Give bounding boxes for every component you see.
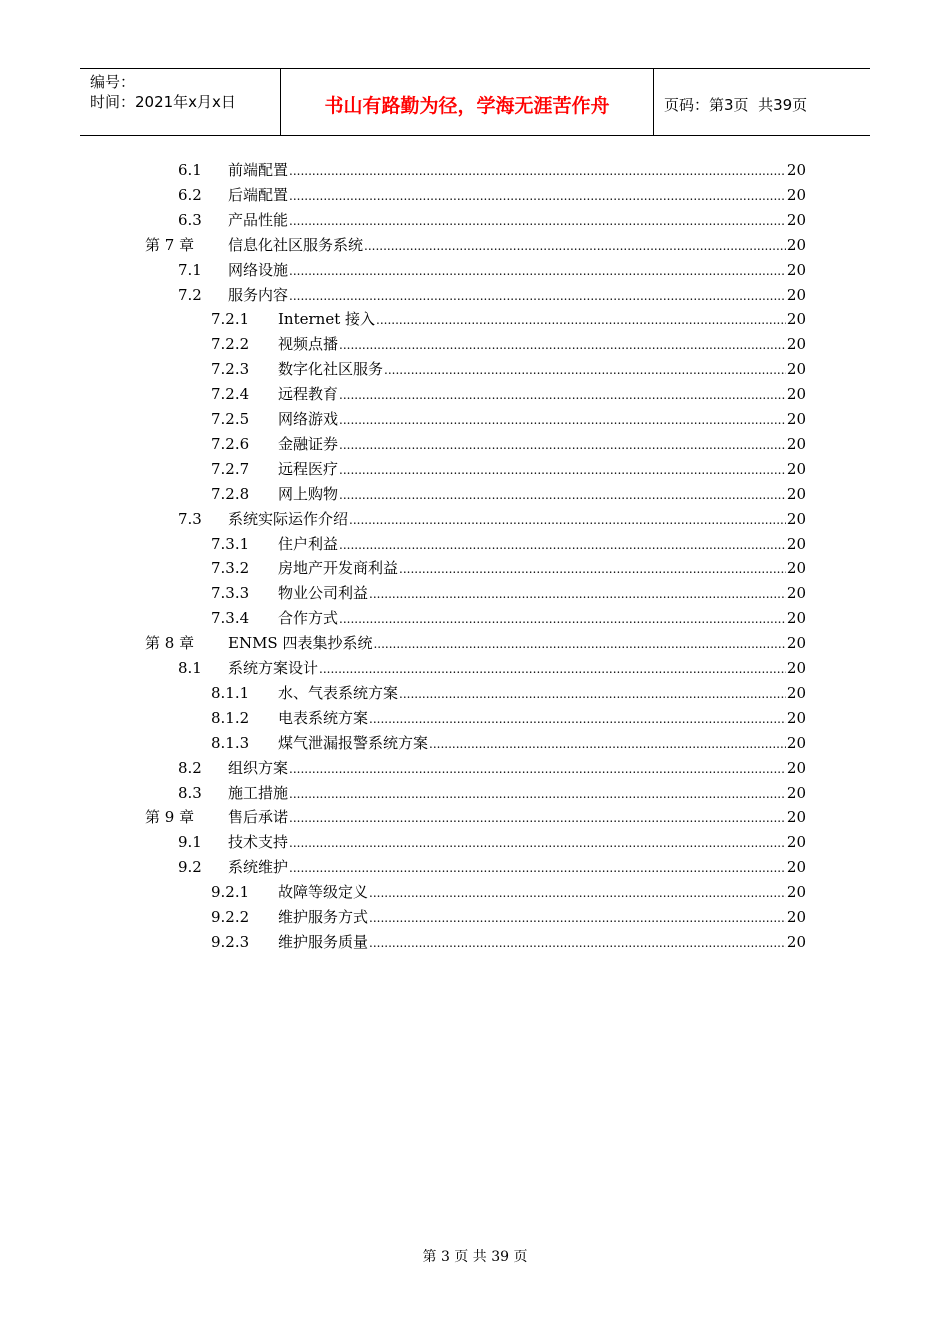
toc-entry-page: 20 <box>786 733 806 752</box>
toc-entry-title: 远程教育 <box>278 385 339 404</box>
toc-entry-title: 系统实际运作介绍 <box>228 509 349 528</box>
toc-entry[interactable] <box>178 158 806 182</box>
toc-entry-page: 20 <box>786 410 806 428</box>
toc-entry-page: 20 <box>786 683 806 702</box>
toc-entry-page: 20 <box>786 758 806 777</box>
toc-entry[interactable] <box>211 332 806 356</box>
toc-entry[interactable] <box>211 432 806 456</box>
toc-entry[interactable] <box>178 258 806 282</box>
toc-entry[interactable] <box>178 183 806 207</box>
header-page-info-text: 页码：第3页 共39页 <box>664 95 808 114</box>
toc-entry-page: 20 <box>786 534 806 553</box>
toc-dot-leader <box>364 233 786 258</box>
toc-entry-number: 9.2.1 <box>211 883 250 902</box>
toc-entry-title: 服务内容 <box>228 285 289 304</box>
toc-entry-page: 20 <box>786 783 806 802</box>
toc-dot-leader <box>319 656 786 681</box>
toc-entry-page: 20 <box>786 161 806 179</box>
toc-dot-leader <box>369 905 786 930</box>
toc-entry[interactable] <box>211 905 806 929</box>
toc-dot-leader <box>384 357 786 382</box>
toc-entry[interactable] <box>178 283 806 307</box>
toc-entry-page: 20 <box>786 609 806 628</box>
toc-entry-title: 维护服务质量 <box>278 932 369 951</box>
toc-dot-leader <box>399 681 786 706</box>
toc-entry-number: 第 7 章 <box>145 235 195 254</box>
toc-entry-title: 电表系统方案 <box>278 708 369 727</box>
toc-entry-title: 产品性能 <box>228 210 289 229</box>
toc-dot-leader <box>399 556 786 581</box>
toc-entry[interactable] <box>211 581 806 605</box>
toc-entry-title: 住户利益 <box>278 534 339 553</box>
toc-dot-leader <box>429 731 786 756</box>
toc-entry-page: 20 <box>786 584 806 603</box>
toc-entry-number: 第 8 章 <box>145 634 195 653</box>
toc-dot-leader <box>373 631 785 656</box>
toc-entry-title: ENMS 四表集抄系统 <box>228 634 373 653</box>
toc-entry-number: 8.1 <box>178 659 202 677</box>
toc-entry-page: 20 <box>786 634 806 653</box>
toc-dot-leader <box>289 855 786 880</box>
toc-entry-number: 6.1 <box>178 161 202 179</box>
toc-entry-number: 6.3 <box>178 210 202 229</box>
toc-dot-leader <box>339 532 786 557</box>
toc-entry[interactable] <box>145 233 806 257</box>
toc-entry-page: 20 <box>786 285 806 304</box>
page-header <box>80 68 870 136</box>
toc-dot-leader <box>289 756 786 781</box>
toc-entry-page: 20 <box>786 385 806 404</box>
document-time-label: 时间：2021年x月x日 <box>90 93 236 111</box>
toc-entry[interactable] <box>211 681 806 705</box>
toc-entry[interactable] <box>178 781 806 805</box>
toc-entry[interactable] <box>178 830 806 854</box>
toc-entry-number: 9.2.3 <box>211 932 250 951</box>
toc-entry-page: 20 <box>786 459 806 478</box>
toc-entry-number: 7.2.4 <box>211 385 250 404</box>
toc-entry-number: 9.2 <box>178 858 202 877</box>
toc-entry[interactable] <box>211 407 806 431</box>
toc-entry[interactable] <box>211 307 806 331</box>
toc-dot-leader <box>339 432 786 457</box>
toc-entry-title: 水、气表系统方案 <box>278 683 399 702</box>
toc-entry-number: 7.2.2 <box>211 335 250 354</box>
toc-entry-title: 合作方式 <box>278 609 339 628</box>
toc-entry-title: 维护服务方式 <box>278 908 369 926</box>
toc-entry-page: 20 <box>786 908 806 926</box>
footer-page-number: 第 3 页 共 39 页 <box>422 1249 528 1265</box>
toc-entry-number: 7.1 <box>178 260 202 279</box>
toc-entry-number: 7.3.3 <box>211 584 250 603</box>
toc-entry[interactable] <box>211 880 806 904</box>
header-meta <box>80 69 281 135</box>
toc-dot-leader <box>339 382 786 407</box>
toc-entry[interactable] <box>211 457 806 481</box>
toc-entry-title: 施工措施 <box>228 783 289 802</box>
toc-entry-page: 20 <box>786 509 806 528</box>
toc-entry-title: 故障等级定义 <box>278 883 369 902</box>
toc-entry-title: 视频点播 <box>278 335 339 354</box>
toc-entry[interactable] <box>211 706 806 730</box>
toc-dot-leader <box>289 805 786 830</box>
toc-dot-leader <box>339 482 786 507</box>
toc-entry-page: 20 <box>786 185 806 204</box>
toc-entry-page: 20 <box>786 434 806 453</box>
toc-entry[interactable] <box>211 731 806 755</box>
toc-entry[interactable] <box>178 756 806 780</box>
toc-entry-page: 20 <box>786 335 806 354</box>
toc-dot-leader <box>339 332 786 357</box>
toc-dot-leader <box>289 208 786 233</box>
toc-dot-leader <box>289 283 786 308</box>
toc-entry-number: 7.3.4 <box>211 609 250 628</box>
toc-dot-leader <box>369 930 786 955</box>
header-motto: 书山有路勤为径，学海无涯苦作舟 <box>281 69 654 135</box>
toc-entry-number: 7.3.1 <box>211 534 250 553</box>
toc-entry-page: 20 <box>786 559 806 578</box>
toc-entry[interactable] <box>178 656 806 680</box>
toc-entry-page: 20 <box>786 310 806 329</box>
toc-dot-leader <box>369 581 786 606</box>
toc-entry[interactable] <box>211 930 806 954</box>
toc-entry-number: 8.1.2 <box>211 708 250 727</box>
toc-entry[interactable] <box>178 855 806 879</box>
toc-entry[interactable] <box>178 507 806 531</box>
toc-entry-title: 技术支持 <box>228 833 289 852</box>
toc-entry-page: 20 <box>786 833 806 852</box>
toc-entry[interactable] <box>211 382 806 406</box>
toc-entry-title: 前端配置 <box>228 161 289 179</box>
toc-dot-leader <box>289 158 786 183</box>
toc-entry-page: 20 <box>786 808 806 827</box>
toc-entry[interactable] <box>211 532 806 556</box>
toc-dot-leader <box>339 606 786 631</box>
toc-entry-page: 20 <box>786 858 806 877</box>
toc-entry-number: 7.2 <box>178 285 202 304</box>
toc-entry-number: 7.2.1 <box>211 310 250 329</box>
toc-entry-number: 7.3.2 <box>211 559 250 578</box>
toc-dot-leader <box>339 457 786 482</box>
toc-entry-title: 煤气泄漏报警系统方案 <box>278 733 429 752</box>
toc-entry-number: 8.3 <box>178 783 202 802</box>
toc-entry-title: 数字化社区服务 <box>278 360 384 379</box>
toc-dot-leader <box>289 781 786 806</box>
toc-entry-title: 网络设施 <box>228 260 289 279</box>
toc-entry[interactable] <box>145 805 806 829</box>
toc-entry-page: 20 <box>786 260 806 279</box>
toc-entry-title: 网上购物 <box>278 484 339 503</box>
toc-entry-page: 20 <box>786 659 806 677</box>
toc-entry-title: Internet 接入 <box>278 310 375 329</box>
toc-entry-number: 第 9 章 <box>145 808 195 827</box>
toc-entry-title: 系统方案设计 <box>228 659 319 677</box>
toc-entry-number: 7.2.3 <box>211 360 250 379</box>
toc-entry[interactable] <box>211 606 806 630</box>
toc-entry[interactable] <box>178 208 806 232</box>
toc-entry-title: 售后承诺 <box>228 808 289 827</box>
toc-dot-leader <box>339 407 786 432</box>
toc-entry-page: 20 <box>786 708 806 727</box>
toc-dot-leader <box>289 830 786 855</box>
toc-entry-title: 系统维护 <box>228 858 289 877</box>
toc-entry[interactable] <box>211 357 806 381</box>
toc-entry-page: 20 <box>786 360 806 379</box>
toc-entry[interactable] <box>211 482 806 506</box>
toc-entry-title: 房地产开发商利益 <box>278 559 399 578</box>
toc-entry-page: 20 <box>786 210 806 229</box>
page-footer <box>0 1246 950 1266</box>
toc-entry-title: 网络游戏 <box>278 410 339 428</box>
toc-entry-number: 8.1.1 <box>211 683 250 702</box>
toc-dot-leader <box>289 258 786 283</box>
toc-entry-title: 物业公司利益 <box>278 584 369 603</box>
toc-entry-number: 7.2.7 <box>211 459 250 478</box>
toc-entry-number: 9.1 <box>178 833 202 852</box>
toc-entry-number: 8.2 <box>178 758 202 777</box>
toc-entry-title: 信息化社区服务系统 <box>228 235 364 254</box>
toc-entry-page: 20 <box>786 484 806 503</box>
toc-entry-title: 远程医疗 <box>278 459 339 478</box>
toc-entry-page: 20 <box>786 932 806 951</box>
document-number-label: 编号： <box>90 73 136 91</box>
toc-entry-number: 7.3 <box>178 509 202 528</box>
toc-entry-number: 7.2.8 <box>211 484 250 503</box>
toc-entry[interactable] <box>211 556 806 580</box>
toc-dot-leader <box>369 706 786 731</box>
toc-entry-page: 20 <box>786 235 806 254</box>
toc-dot-leader <box>289 183 786 208</box>
toc-entry-page: 20 <box>786 883 806 902</box>
toc-entry-title: 后端配置 <box>228 185 289 204</box>
toc-dot-leader <box>376 307 786 332</box>
toc-entry-number: 7.2.6 <box>211 434 250 453</box>
toc-entry-number: 8.1.3 <box>211 733 250 752</box>
toc-dot-leader <box>369 880 786 905</box>
toc-dot-leader <box>349 507 786 532</box>
toc-entry[interactable] <box>145 631 806 655</box>
toc-entry-title: 金融证券 <box>278 434 339 453</box>
header-page-info <box>654 69 870 135</box>
toc-entry-number: 6.2 <box>178 185 202 204</box>
toc-entry-title: 组织方案 <box>228 758 289 777</box>
toc-entry-number: 7.2.5 <box>211 410 250 428</box>
toc-entry-number: 9.2.2 <box>211 908 250 926</box>
